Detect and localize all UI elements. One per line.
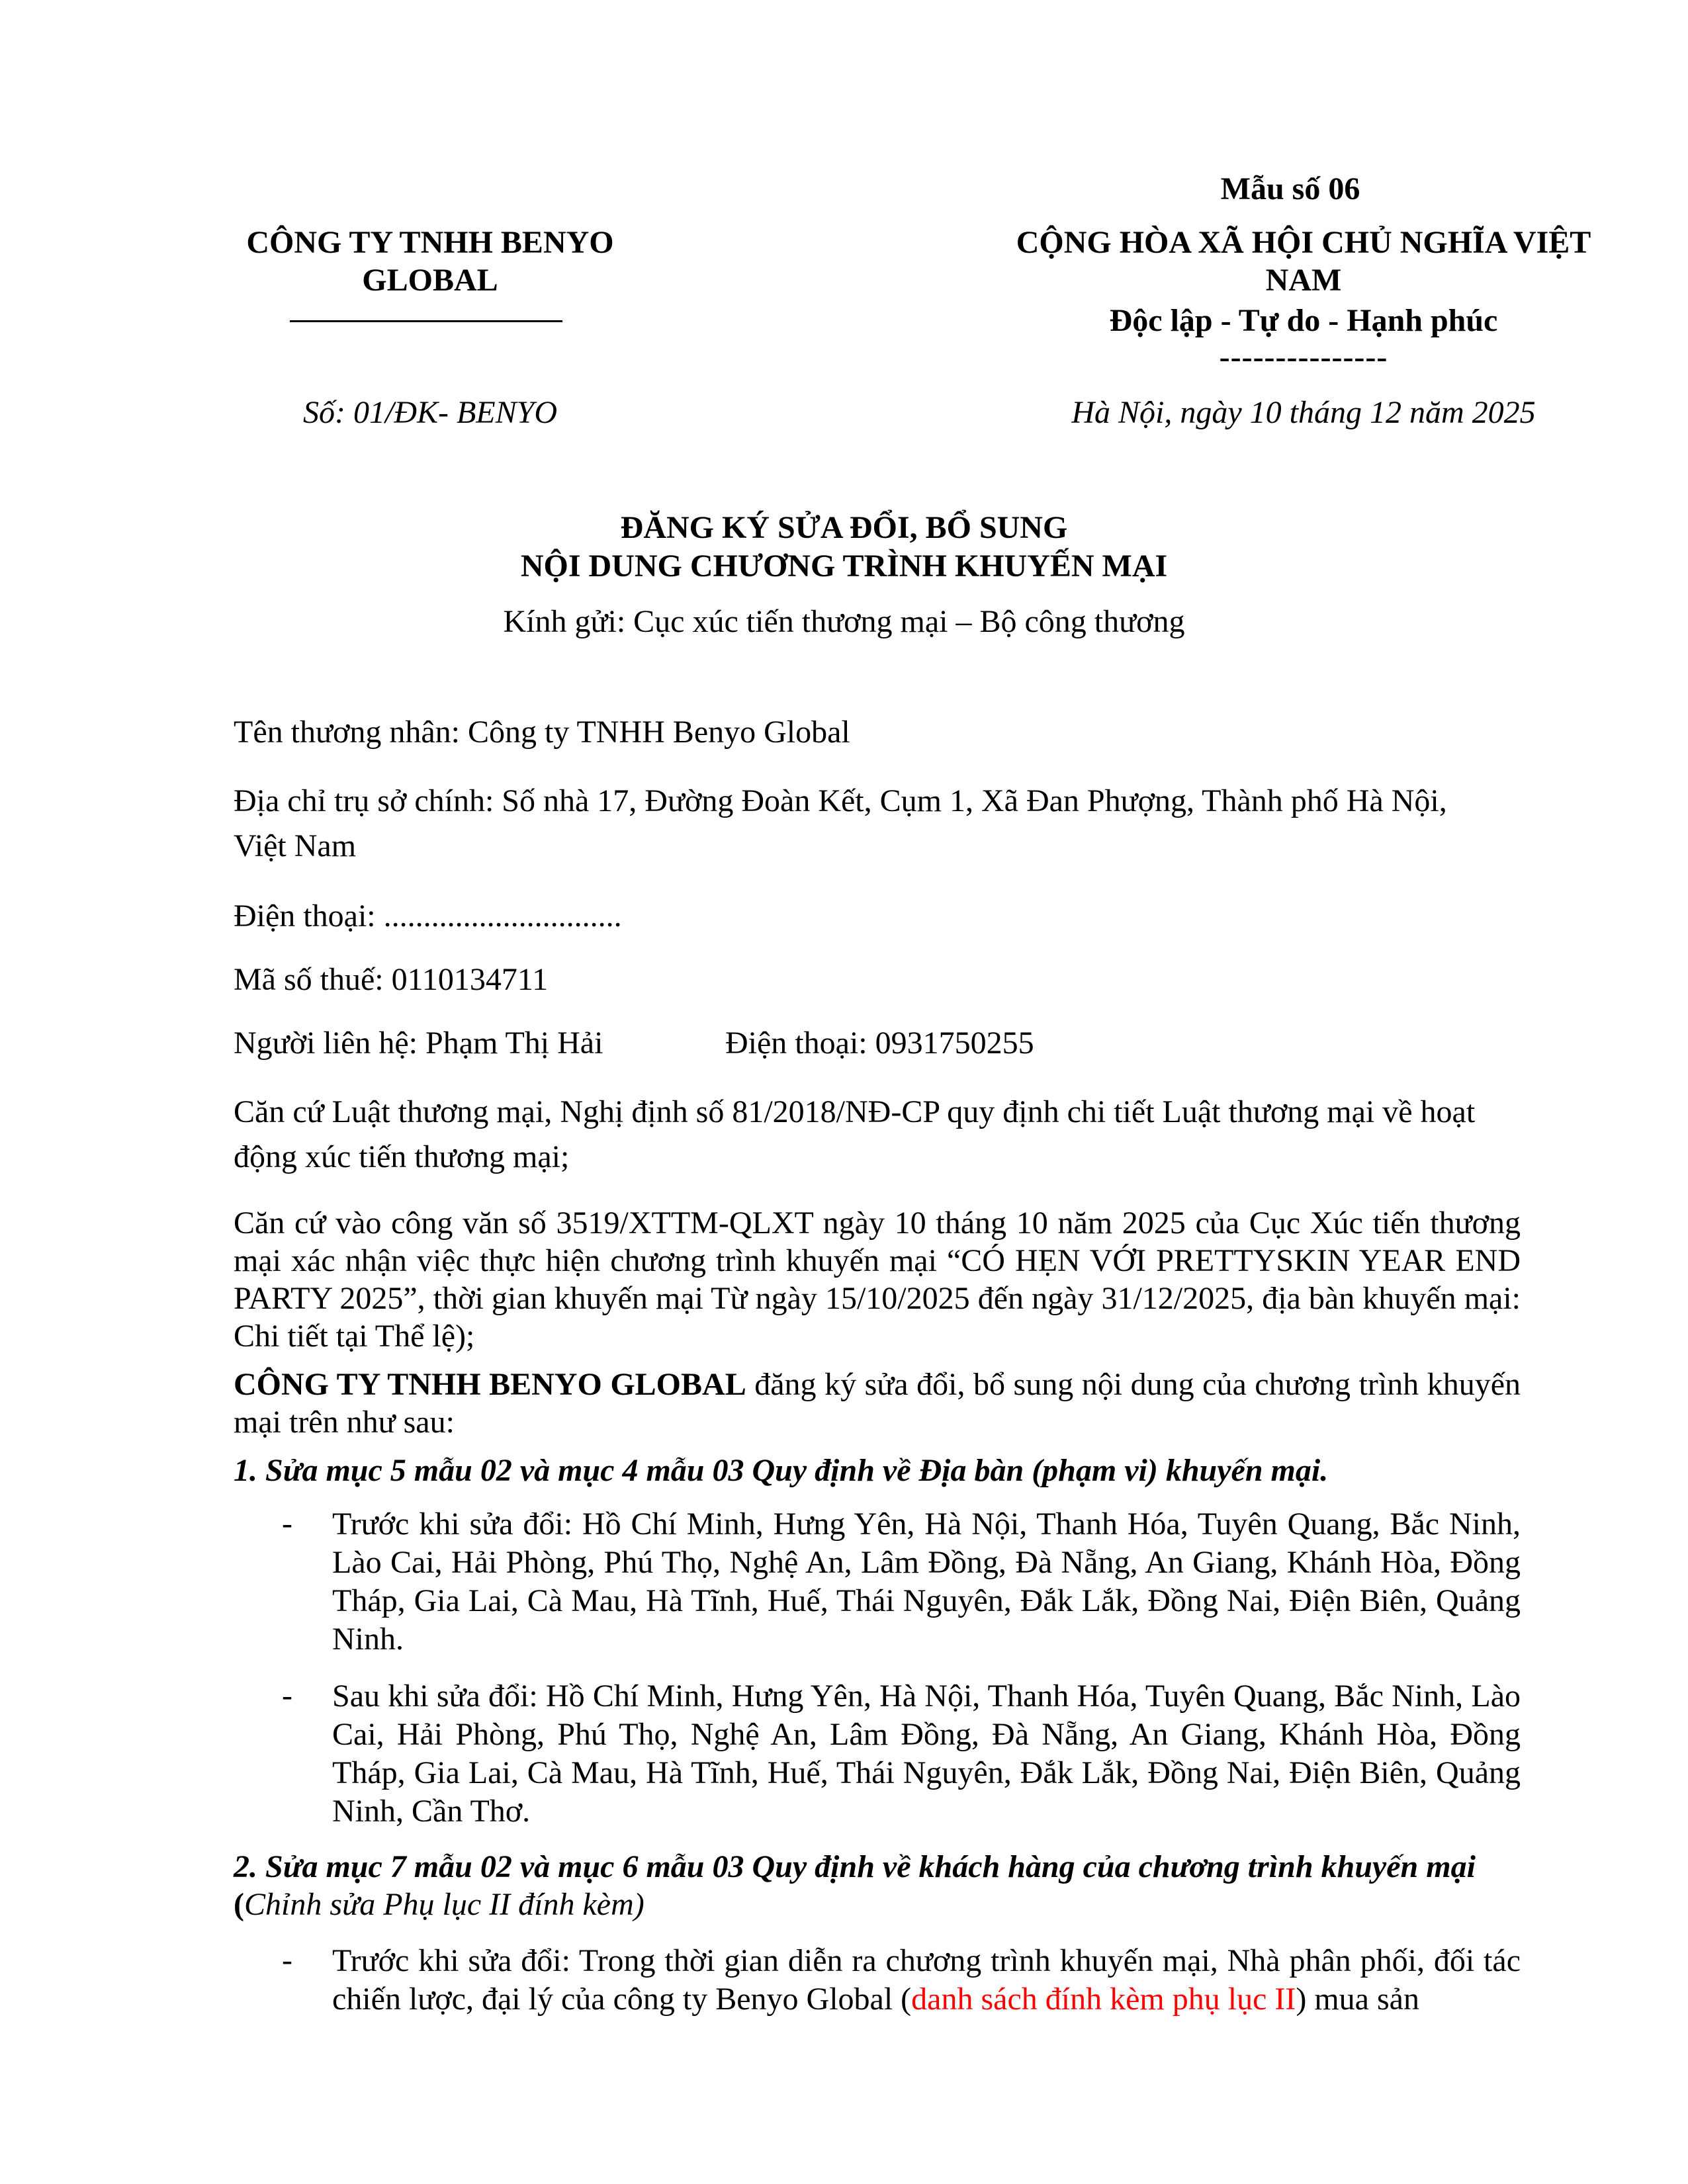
tax-code: Mã số thuế: 0110134711 xyxy=(234,962,549,997)
national-title xyxy=(993,224,1615,299)
document-number: Số: 01/ĐK- BENYO xyxy=(303,395,557,430)
contact-phone: Điện thoại: 0931750255 xyxy=(725,1026,1034,1061)
bullet-marker: - xyxy=(282,1678,292,1713)
section2-note xyxy=(234,1886,1521,1923)
company-name xyxy=(218,224,642,299)
section2-heading: 2. Sửa mục 7 mẫu 02 và mục 6 mẫu 03 Quy định về khách hàng của chương trình khuyến mại xyxy=(234,1849,1476,1884)
recipient-line: Kính gửi: Cục xúc tiến thương mại – Bộ công thương xyxy=(503,604,1185,639)
section1-heading: 1. Sửa mục 5 mẫu 02 và mục 4 mẫu 03 Quy định về Địa bàn (phạm vi) khuyến mại. xyxy=(234,1453,1329,1488)
section2-before-start: Trước khi sửa đổi: Trong thời gian diễn ra chương trình khuyến mại, Nhà phân phối, đối tác chiến lược, đại lý của công ty Benyo Global ( xyxy=(332,1943,1521,2017)
bullet-marker: - xyxy=(282,1943,292,1978)
legal-basis-line2: động xúc tiến thương mại; xyxy=(234,1139,570,1174)
section1-before: Trước khi sửa đổi: Hồ Chí Minh, Hưng Yên, Hà Nội, Thanh Hóa, Tuyên Quang, Bắc Ninh, Lào Cai, Hải Phòng, Phú Thọ, Nghệ An, Lâm Đồng, Đà Nẵng, An Giang, Khánh Hòa, Đồng Tháp, Gia Lai, Cà Mau, Hà Tĩnh, Huế, Thái Nguyên, Đắk Lắk, Đồng Nai, Điện Biên, Quảng Ninh. xyxy=(332,1507,1521,1657)
registration-text: đăng ký sửa đổi, bổ sung nội dung của chương trình khuyến mại trên như sau: xyxy=(234,1367,1521,1440)
form-number: Mẫu số 06 xyxy=(1220,171,1360,206)
bullet-marker: - xyxy=(282,1506,292,1541)
section2-heading-block xyxy=(234,1848,1521,1923)
national-title-line2: NAM xyxy=(1265,263,1342,298)
section2-note-paren: ( xyxy=(234,1887,244,1922)
legal-basis xyxy=(234,1090,1521,1180)
address-line1: Địa chỉ trụ sở chính: Số nhà 17, Đường Đoàn Kết, Cụm 1, Xã Đan Phượng, Thành phố Hà Nội, xyxy=(234,783,1447,818)
section2-note-text: Chỉnh sửa Phụ lục II đính kèm) xyxy=(244,1887,644,1922)
company-name-bold: CÔNG TY TNHH BENYO GLOBAL xyxy=(234,1367,746,1402)
appendix-reference: danh sách đính kèm phụ lục II xyxy=(911,1982,1296,2017)
section2-before-end: ) mua sản xyxy=(1296,1982,1419,2017)
document-title-line1: ĐĂNG KÝ SỬA ĐỔI, BỔ SUNG xyxy=(620,510,1068,545)
national-title-line1: CỘNG HÒA XÃ HỘI CHỦ NGHĨA VIỆT xyxy=(1016,225,1591,260)
national-motto: Độc lập - Tự do - Hạnh phúc xyxy=(1109,303,1498,338)
registration-statement xyxy=(234,1366,1521,1441)
section1-after: Sau khi sửa đổi: Hồ Chí Minh, Hưng Yên, Hà Nội, Thanh Hóa, Tuyên Quang, Bắc Ninh, Lào Cai, Hải Phòng, Phú Thọ, Nghệ An, Lâm Đồng, Đà Nẵng, An Giang, Khánh Hòa, Đồng Tháp, Gia Lai, Cà Mau, Hà Tĩnh, Huế, Thái Nguyên, Đắk Lắk, Đồng Nai, Điện Biên, Quảng Ninh, Cần Thơ. xyxy=(332,1679,1521,1829)
dispatch-basis: Căn cứ vào công văn số 3519/XTTM-QLXT ngày 10 tháng 10 năm 2025 của Cục Xúc tiến thương mại xác nhận việc thực hiện chương trình khuyến mại “CÓ HẸN VỚI PRETTYSKIN YEAR END PARTY 2025”, thời gian khuyến mại Từ ngày 15/10/2025 đến ngày 31/12/2025, địa bàn khuyến mại: Chi tiết tại Thể lệ); xyxy=(234,1205,1521,1354)
phone-line: Điện thoại: .............................. xyxy=(234,898,622,934)
head-office-address xyxy=(234,779,1521,869)
contact-person: Người liên hệ: Phạm Thị Hải xyxy=(234,1026,603,1061)
place-date: Hà Nội, ngày 10 tháng 12 năm 2025 xyxy=(1071,395,1536,430)
section2-before xyxy=(332,1942,1521,2019)
company-name-line2: GLOBAL xyxy=(362,263,498,298)
address-line2: Việt Nam xyxy=(234,828,357,863)
company-underline xyxy=(290,320,562,322)
motto-rule: --------------- xyxy=(1219,339,1388,374)
document-title-line2: NỘI DUNG CHƯƠNG TRÌNH KHUYẾN MẠI xyxy=(520,548,1168,584)
merchant-name: Tên thương nhân: Công ty TNHH Benyo Global xyxy=(234,715,850,750)
contact-row xyxy=(234,1021,1521,1066)
legal-basis-line1: Căn cứ Luật thương mại, Nghị định số 81/2018/NĐ-CP quy định chi tiết Luật thương mại về hoạt xyxy=(234,1094,1476,1129)
company-name-line1: CÔNG TY TNHH BENYO xyxy=(246,225,614,260)
